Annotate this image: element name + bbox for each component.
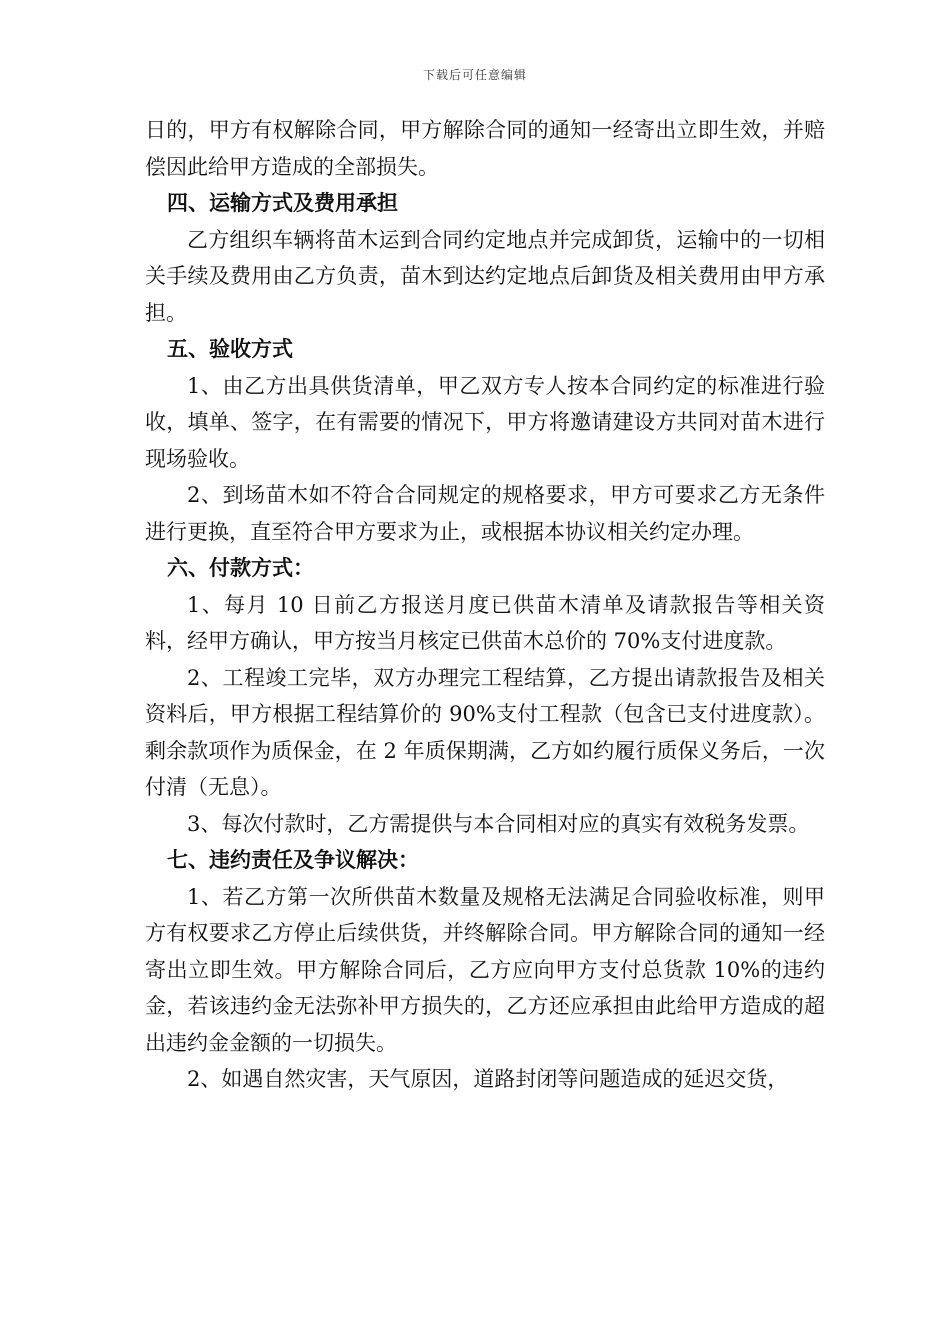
paragraph: 3、每次付款时，乙方需提供与本合同相对应的真实有效税务发票。 <box>187 811 810 836</box>
section-heading: 五、验收方式 <box>167 336 293 361</box>
paragraph: 乙方组织车辆将苗木运到合同约定地点并完成卸货，运输中的一切相关手续及费用由乙方负责，苗木到达约定地点后卸货及相关费用由甲方承担。 <box>145 227 825 325</box>
page-header: 下载后可任意编辑 <box>422 68 527 82</box>
section-heading: 六、付款方式： <box>167 555 314 580</box>
paragraph: 1、若乙方第一次所供苗木数量及规格无法满足合同验收标准，则甲方有权要求乙方停止后续供货，并终解除合同。甲方解除合同的通知一经寄出立即生效。甲方解除合同后，乙方应向甲方支付总货款 10%的违约金，若该违约金无法弥补甲方损失的，乙方还应承担由此给甲方造成的超出违约金金额的一切损失。 <box>145 884 825 1055</box>
paragraph: 1、每月 10 日前乙方报送月度已供苗木清单及请款报告等相关资料，经甲方确认，甲方按当月核定已供苗木总价的 70%支付进度款。 <box>145 592 825 653</box>
paragraph: 2、到场苗木如不符合合同规定的规格要求，甲方可要求乙方无条件进行更换，直至符合甲方要求为止，或根据本协议相关约定办理。 <box>145 483 825 544</box>
paragraph: 2、工程竣工完毕，双方办理完工程结算，乙方提出请款报告及相关资料后，甲方根据工程结算价的 90%支付工程款（包含已支付进度款）。剩余款项作为质保金，在 2 年质保期满，乙方如约履行质保义务后，一次付清（无息）。 <box>145 665 825 799</box>
document-body <box>145 112 825 1098</box>
paragraph: 2、如遇自然灾害，天气原因，道路封闭等问题造成的延迟交货， <box>187 1067 789 1091</box>
section-heading: 七、违约责任及争议解决： <box>167 847 419 872</box>
paragraph: 日的，甲方有权解除合同，甲方解除合同的通知一经寄出立即生效，并赔偿因此给甲方造成的全部损失。 <box>145 118 825 179</box>
section-heading: 四、运输方式及费用承担 <box>167 190 398 215</box>
paragraph: 1、由乙方出具供货清单，甲乙双方专人按本合同约定的标准进行验收，填单、签字，在有需要的情况下，甲方将邀请建设方共同对苗木进行现场验收。 <box>145 373 825 471</box>
